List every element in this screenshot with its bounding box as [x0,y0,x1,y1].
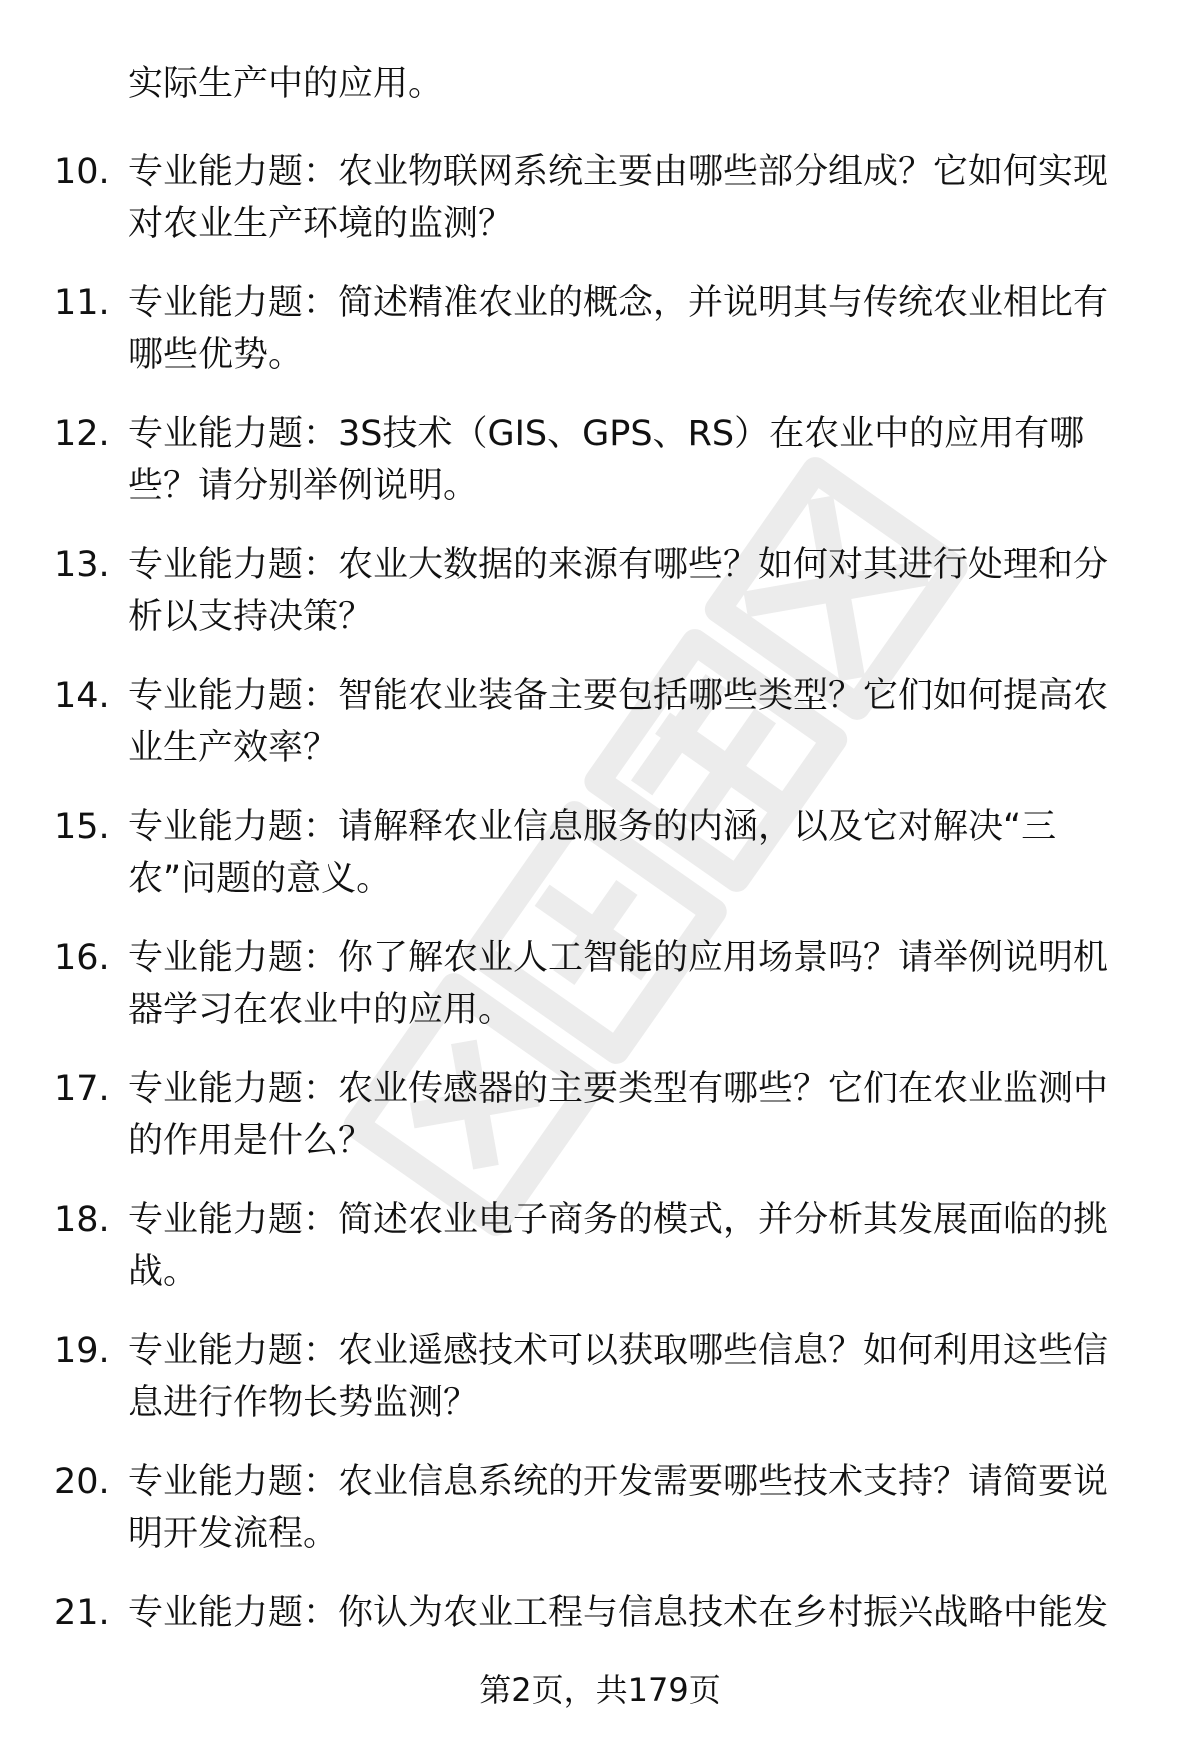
question-item [0,277,1200,408]
question-list [0,146,1200,1718]
question-item [0,539,1200,670]
question-item [0,408,1200,539]
question-text: 专业能力题：农业物联网系统主要由哪些部分组成？它如何实现对农业生产环境的监测？ [128,152,1109,244]
question-text: 专业能力题：农业传感器的主要类型有哪些？它们在农业监测中的作用是什么？ [128,1069,1109,1161]
question-text: 专业能力题：简述精准农业的概念，并说明其与传统农业相比有哪些优势。 [128,283,1109,375]
question-text: 专业能力题：请解释农业信息服务的内涵，以及它对解决“三农”问题的意义。 [128,807,1057,899]
question-number: 19. [54,1331,110,1371]
question-item [0,801,1200,932]
question-number: 17. [54,1069,110,1109]
question-number: 12. [54,414,110,454]
question-item [0,1063,1200,1194]
question-text: 专业能力题：你认为农业工程与信息技术在乡村振兴战略中能发 [128,1593,1109,1633]
question-item [0,1194,1200,1325]
question-number: 11. [54,283,110,323]
question-item [0,146,1200,277]
question-number: 21. [54,1593,110,1633]
question-text: 专业能力题：简述农业电子商务的模式，并分析其发展面临的挑战。 [128,1200,1109,1292]
question-item [0,670,1200,801]
question-item [0,1456,1200,1587]
question-text: 专业能力题：智能农业装备主要包括哪些类型？它们如何提高农业生产效率？ [128,676,1109,768]
question-text: 专业能力题：3S技术（GIS、GPS、RS）在农业中的应用有哪些？请分别举例说明。 [128,414,1085,506]
question-item [0,932,1200,1063]
question-number: 15. [54,807,110,847]
question-text: 专业能力题：你了解农业人工智能的应用场景吗？请举例说明机器学习在农业中的应用。 [128,938,1109,1030]
question-text: 专业能力题：农业大数据的来源有哪些？如何对其进行处理和分析以支持决策？ [128,545,1109,637]
question-text: 专业能力题：农业遥感技术可以获取哪些信息？如何利用这些信息进行作物长势监测？ [128,1331,1109,1423]
question-number: 20. [54,1462,110,1502]
question-item [0,1325,1200,1456]
question-number: 10. [54,152,110,192]
question-number: 14. [54,676,110,716]
page-indicator: 第2页，共179页 [479,1671,721,1709]
question-number: 13. [54,545,110,585]
question-text: 专业能力题：农业信息系统的开发需要哪些技术支持？请简要说明开发流程。 [128,1462,1109,1554]
continuation-text: 实际生产中的应用。 [128,64,444,104]
question-number: 18. [54,1200,110,1240]
question-number: 16. [54,938,110,978]
